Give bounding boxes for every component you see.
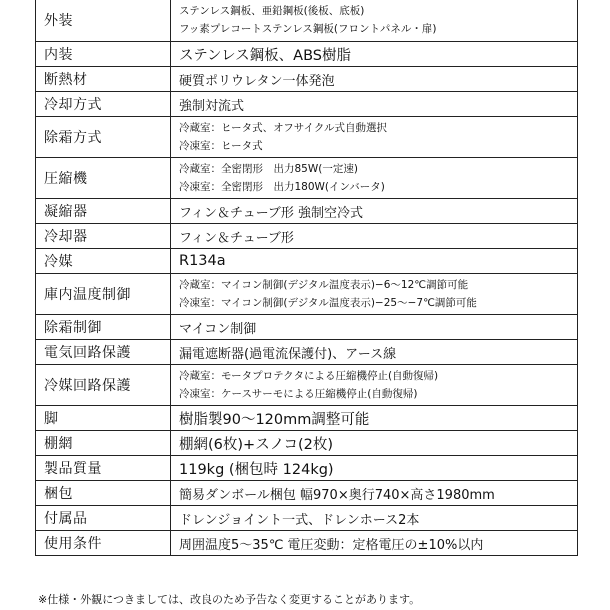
spec-value <box>171 0 578 42</box>
spec-value: ドレンジョイント一式、ドレンホース2本 <box>171 506 578 531</box>
spec-row-condenser <box>36 199 578 224</box>
spec-row-temperature-control <box>36 274 578 315</box>
spec-row-exterior <box>36 0 578 42</box>
spec-value-line: 冷凍室：ヒータ式 <box>179 140 263 152</box>
spec-value-line: 冷蔵室：ヒータ式、オフサイクル式自動選択 <box>179 122 388 134</box>
spec-value <box>171 274 578 315</box>
spec-row-accessories <box>36 506 578 531</box>
spec-row-shelves <box>36 431 578 456</box>
spec-label: 冷却方式 <box>36 92 171 117</box>
spec-value: R134a <box>171 249 578 274</box>
spec-label: 断熱材 <box>36 67 171 92</box>
spec-label: 冷媒回路保護 <box>36 365 171 406</box>
spec-label: 製品質量 <box>36 456 171 481</box>
spec-value-line: 冷凍室：全密閉形 出力180W(インバータ) <box>179 181 385 193</box>
spec-value: マイコン制御 <box>171 315 578 340</box>
spec-label: 冷媒 <box>36 249 171 274</box>
spec-row-refrigerant-protection <box>36 365 578 406</box>
spec-value: 周囲温度5〜35℃ 電圧変動：定格電圧の±10%以内 <box>171 531 578 556</box>
spec-value: ステンレス鋼板、ABS樹脂 <box>171 42 578 67</box>
spec-label: 棚網 <box>36 431 171 456</box>
spec-row-evaporator <box>36 224 578 249</box>
spec-value-line: 冷凍室：ケースサーモによる圧縮機停止(自動復帰) <box>179 388 418 400</box>
spec-value: 漏電遮断器(過電流保護付)、アース線 <box>171 340 578 365</box>
spec-label: 圧縮機 <box>36 158 171 199</box>
spec-value-line: フッ素プレコートステンレス鋼板(フロントパネル・扉) <box>179 23 437 35</box>
spec-footnote: ※仕様・外観につきましては、改良のため予告なく変更することがあります。 <box>38 593 421 606</box>
spec-value-line: 冷蔵室：全密閉形 出力85W(一定速) <box>179 163 358 175</box>
spec-value: 強制対流式 <box>171 92 578 117</box>
spec-label: 除霜方式 <box>36 117 171 158</box>
spec-value: 硬質ポリウレタン一体発泡 <box>171 67 578 92</box>
spec-label: 脚 <box>36 406 171 431</box>
spec-value: 119kg (梱包時 124kg) <box>171 456 578 481</box>
spec-value: 簡易ダンボール梱包 幅970×奥行740×高さ1980mm <box>171 481 578 506</box>
spec-label: 使用条件 <box>36 531 171 556</box>
spec-label: 除霜制御 <box>36 315 171 340</box>
spec-value-line: 冷凍室：マイコン制御(デジタル温度表示)−25〜−7℃調節可能 <box>179 297 477 309</box>
spec-value <box>171 158 578 199</box>
spec-label: 外装 <box>36 0 171 42</box>
spec-value: フィン＆チューブ形 <box>171 224 578 249</box>
spec-value <box>171 365 578 406</box>
spec-value-line: 冷蔵室：モータプロテクタによる圧縮機停止(自動復帰) <box>179 370 439 382</box>
spec-label: 付属品 <box>36 506 171 531</box>
spec-value-line: ステンレス鋼板、亜鉛鋼板(後板、底板) <box>179 5 365 17</box>
spec-value: フィン＆チューブ形 強制空冷式 <box>171 199 578 224</box>
spec-row-cooling-method <box>36 92 578 117</box>
spec-label: 庫内温度制御 <box>36 274 171 315</box>
spec-row-electrical-protection <box>36 340 578 365</box>
spec-row-weight <box>36 456 578 481</box>
spec-value-line: 冷蔵室：マイコン制御(デジタル温度表示)−6〜12℃調節可能 <box>179 279 469 291</box>
spec-row-operating-conditions <box>36 531 578 556</box>
spec-row-compressor <box>36 158 578 199</box>
spec-row-insulation <box>36 67 578 92</box>
spec-label: 冷却器 <box>36 224 171 249</box>
spec-label: 電気回路保護 <box>36 340 171 365</box>
spec-row-packaging <box>36 481 578 506</box>
spec-table <box>35 0 578 556</box>
spec-label: 内装 <box>36 42 171 67</box>
spec-value <box>171 117 578 158</box>
spec-row-refrigerant <box>36 249 578 274</box>
spec-row-interior <box>36 42 578 67</box>
spec-value: 樹脂製90〜120mm調整可能 <box>171 406 578 431</box>
spec-label: 凝縮器 <box>36 199 171 224</box>
spec-label: 梱包 <box>36 481 171 506</box>
spec-value: 棚網(6枚)+スノコ(2枚) <box>171 431 578 456</box>
spec-row-legs <box>36 406 578 431</box>
spec-row-defrost-method <box>36 117 578 158</box>
spec-row-defrost-control <box>36 315 578 340</box>
